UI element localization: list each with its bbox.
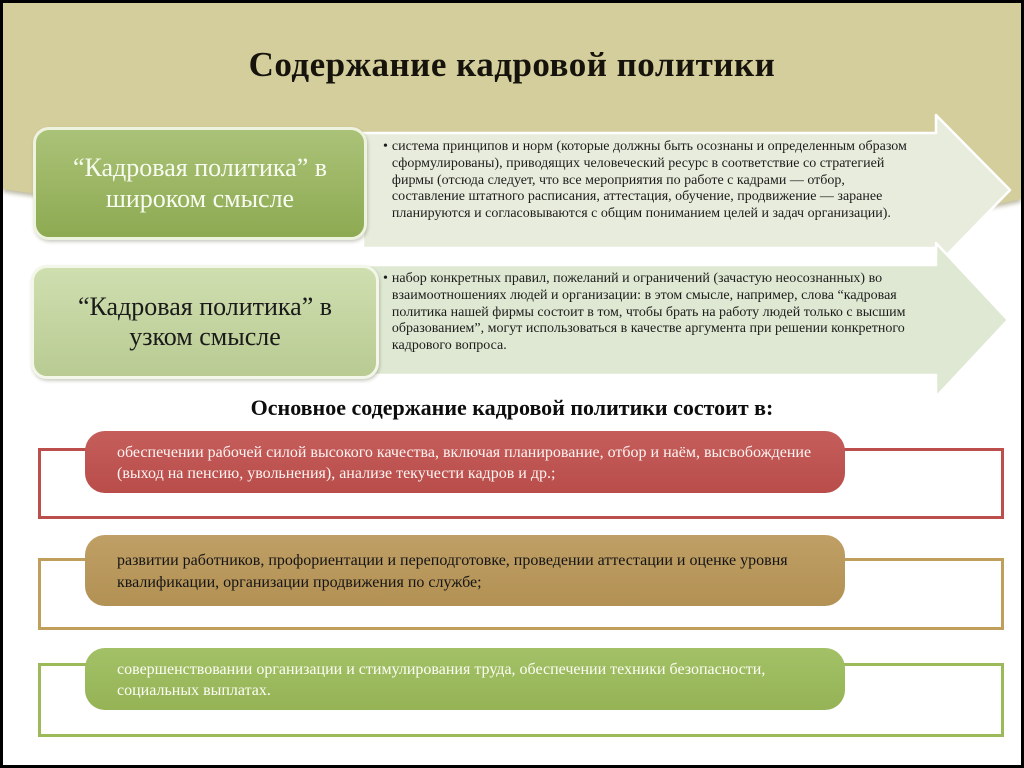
item-box-development <box>85 535 845 606</box>
item-box-staffing <box>85 431 845 493</box>
item-text: обеспечении рабочей силой высокого качества, включая планирование, отбор и наём, высвобождение (выход на пенсию, увольнения), анализе текучести кадров и др.; <box>117 443 812 482</box>
definition-box-wide <box>33 127 367 240</box>
definition-box-narrow <box>31 265 379 379</box>
item-text: развитии работников, профориентации и переподготовке, проведении аттестации и оценке уровня квалификации, организации продвижения по службе; <box>117 552 788 591</box>
definition-wide-description <box>383 139 917 223</box>
item-box-organization <box>85 648 845 710</box>
bullet-icon: • <box>383 139 388 154</box>
definition-box-narrow-label: “Кадровая политика” в узком смысле <box>77 291 333 351</box>
subtitle: Основное содержание кадровой политики состоит в: <box>250 395 774 420</box>
item-text: совершенствовании организации и стимулирования труда, обеспечении техники безопасности, социальных выплатах. <box>117 660 766 699</box>
bullet-icon: • <box>383 271 388 286</box>
definition-narrow-description-text: набор конкретных правил, пожеланий и ограничений (зачастую неосознанных) во взаимоотношениях людей и организации: в этом смысле, например, слова “кадровая политика нашей фирмы состоит в том, чтобы брать на работу людей только с высшим образованием”, могут использоваться в качестве аргумента при решении конкретного кадрового вопроса. <box>391 271 906 354</box>
definition-box-wide-label: “Кадровая политика” в широком смысле <box>72 153 328 213</box>
definition-narrow-description <box>383 271 931 355</box>
definition-wide-description-text: система принципов и норм (которые должны быть осознаны и определенным образом сформулированы), приводящих человеческий ресурс в соответствие со стратегией фирмы (отсюда следует, что все мероприятия по работе с кадрами — отбор, составление штатного расписания, аттестация, обучение, продвижение — заранее планируются и согласовываются с общим пониманием целей и задач организации). <box>391 139 907 222</box>
slide-title: Содержание кадровой политики <box>248 45 776 84</box>
